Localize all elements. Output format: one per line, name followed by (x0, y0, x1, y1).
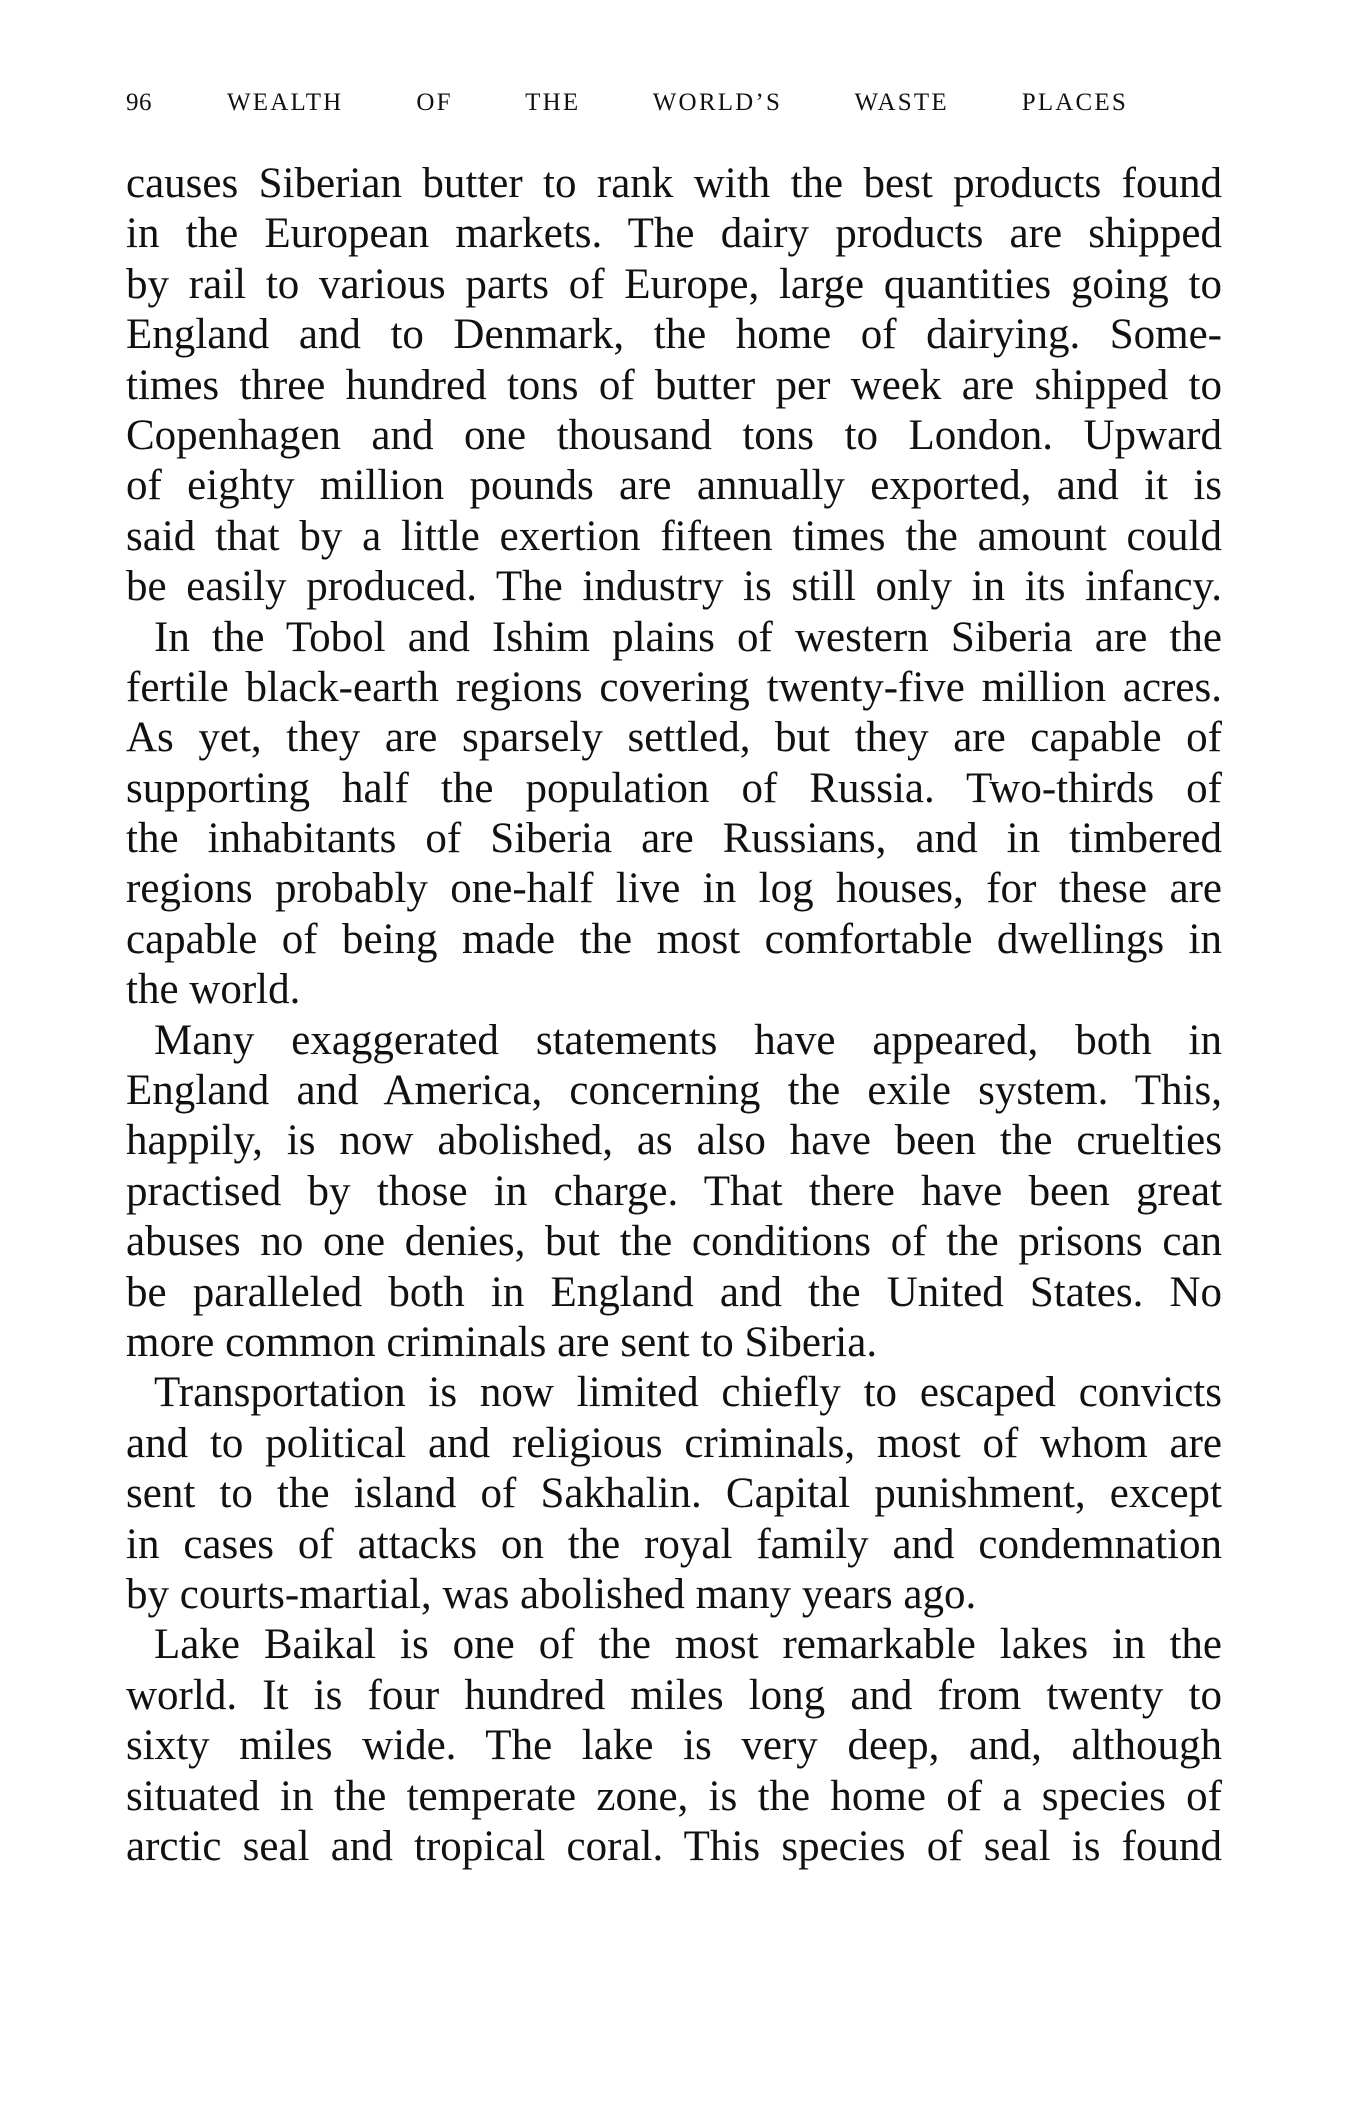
text-line: As yet, they are sparsely settled, but they are capable of (126, 714, 1222, 762)
text-line: England and to Denmark, the home of dairying. Some- (126, 311, 1222, 359)
text-line: supporting half the population of Russia. Two-thirds of (126, 764, 1222, 812)
text-line: the world. (126, 966, 301, 1014)
paragraph-exile-system (126, 1016, 1222, 1369)
text-line: be easily produced. The industry is still only in its infancy. (126, 563, 1222, 611)
text-line: sixty miles wide. The lake is very deep, and, although (126, 1722, 1222, 1770)
text-line: abuses no one denies, but the conditions of the prisons can (126, 1218, 1222, 1266)
text-line: be paralleled both in England and the United States. No (126, 1268, 1222, 1316)
running-title: WEALTH OF THE WORLD’S WASTE PLACES (227, 89, 1128, 116)
page-number: 96 (126, 89, 152, 116)
text-line: said that by a little exertion fifteen times the amount could (126, 512, 1222, 560)
text-line: and to political and religious criminals, most of whom are (126, 1419, 1222, 1467)
text-line: regions probably one-half live in log houses, for these are (126, 865, 1222, 913)
text-line: Copenhagen and one thousand tons to London. Upward (126, 411, 1222, 459)
running-head (126, 88, 1128, 118)
text-line: situated in the temperate zone, is the home of a species of (126, 1772, 1222, 1820)
paragraph-transportation (126, 1368, 1222, 1620)
text-line: in the European markets. The dairy products are shipped (126, 210, 1222, 258)
text-line: fertile black-earth regions covering twenty-five million acres. (126, 663, 1222, 711)
text-line: times three hundred tons of butter per week are shipped to (126, 361, 1222, 409)
paragraph-dairy-exports (126, 159, 1222, 613)
paragraph-lake-baikal (126, 1620, 1222, 1872)
text-line: the inhabitants of Siberia are Russians, and in timbered (126, 815, 1222, 863)
text-line: by courts-martial, was abolished many years ago. (126, 1570, 977, 1618)
body-text (126, 159, 1222, 1872)
text-line: sent to the island of Sakhalin. Capital punishment, except (126, 1470, 1222, 1518)
paragraph-tobol-ishim (126, 613, 1222, 1016)
text-line: causes Siberian butter to rank with the best products found (126, 160, 1222, 207)
text-line: In the Tobol and Ishim plains of western Siberia are the (154, 613, 1222, 661)
text-line: practised by those in charge. That there have been great (126, 1167, 1222, 1215)
text-line: Transportation is now limited chiefly to escaped convicts (154, 1369, 1222, 1417)
text-line: world. It is four hundred miles long and from twenty to (126, 1671, 1222, 1719)
text-line: Many exaggerated statements have appeared, both in (154, 1016, 1222, 1064)
text-line: Lake Baikal is one of the most remarkable lakes in the (154, 1621, 1222, 1669)
text-line: arctic seal and tropical coral. This species of seal is found (126, 1822, 1222, 1870)
text-line: of eighty million pounds are annually exported, and it is (126, 462, 1222, 510)
text-line: in cases of attacks on the royal family and condemnation (126, 1520, 1222, 1568)
text-line: capable of being made the most comfortable dwellings in (126, 915, 1222, 963)
text-line: more common criminals are sent to Siberia. (126, 1318, 878, 1366)
text-line: by rail to various parts of Europe, large quantities going to (126, 260, 1222, 308)
text-line: England and America, concerning the exile system. This, (126, 1067, 1222, 1115)
text-line: happily, is now abolished, as also have been the cruelties (126, 1117, 1222, 1165)
